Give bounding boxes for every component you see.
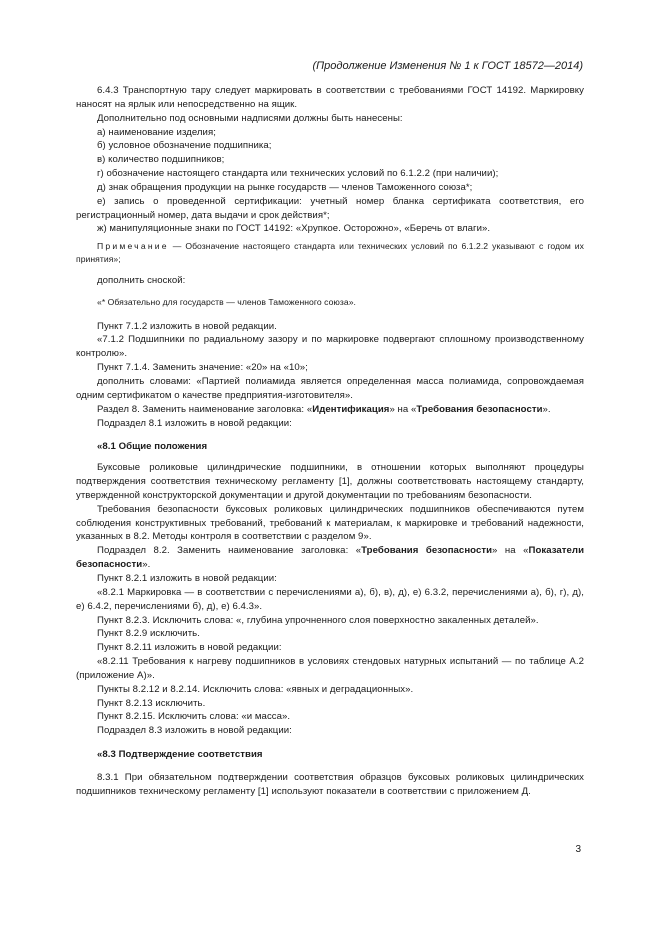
paragraph-8-2-1-instruction: Пункт 8.2.1 изложить в новой редакции:	[97, 572, 277, 584]
note	[76, 240, 584, 265]
paragraph-8-2-11-instruction: Пункт 8.2.11 изложить в новой редакции:	[97, 642, 282, 654]
section-8-new-title: Требования безопасности	[416, 403, 543, 415]
paragraph-8-2-1: «8.2.1 Маркировка — в соответствии с перечислениями а), б), в), д), е) 6.3.2, перечислениями а), б), г), д), е) 6.4.2, перечислениями б), д), е) 6.4.3».	[76, 586, 584, 612]
heading-8-1: «8.1 Общие положения	[97, 441, 208, 453]
paragraph-polyamide: дополнить словами: «Партией полиамида является определенная масса полиамида, сопровождаемая одним сертификатом о качестве предприятия-изготовителя».	[76, 376, 584, 401]
list-item-zh: ж) манипуляционные знаки по ГОСТ 14192: «Хрупкое. Осторожно», «Беречь от влаги».	[97, 223, 491, 235]
paragraph-8-3-instruction: Подраздел 8.3 изложить в новой редакции:	[97, 725, 292, 737]
paragraph-8-1-bearings: Буксовые роликовые цилиндрические подшипники, в отношении которых выполняют процедуры подтверждения соответствия техническому регламенту [1], должны соответствовать настоящему стандарту, утвержденной конструкторской документации и другой документации по требованиям безопасности.	[76, 462, 584, 501]
list-item-e: е) запись о проведенной сертификации: учетный номер бланка сертификата соответствия, его регистрационный номер, дата выдачи и срок действия*;	[76, 195, 584, 221]
paragraph-6-4-3: 6.4.3 Транспортную тару следует маркировать в соответствии с требованиями ГОСТ 14192. Маркировку наносят на ярлык или непосредственно на ящик.	[76, 85, 584, 110]
paragraph-7-1-2: «7.1.2 Подшипники по радиальному зазору и по маркировке подвергают сплошному производственному контролю».	[76, 334, 584, 360]
list-item-a: а) наименование изделия;	[97, 126, 216, 138]
paragraph-8-2-3: Пункт 8.2.3. Исключить слова: «, глубина упрочненного слоя поверхностно закаленных деталей».	[97, 614, 539, 626]
paragraph-7-1-4: Пункт 7.1.4. Заменить значение: «20» на «10»;	[97, 362, 308, 374]
paragraph-8-3-1: 8.3.1 При обязательном подтверждении соответствия образцов буксовых роликовых цилиндрических подшипников техническому регламенту [1] используют показатели в соответствии с приложением Д.	[76, 771, 584, 797]
section-8-2-new-title: Показатели безопасности	[76, 545, 585, 571]
list-item-g: г) обозначение настоящего стандарта или технических условий по 6.1.2.2 (при наличии);	[97, 168, 499, 180]
footnote-text: «* Обязательно для государств — членов Таможенного союза».	[97, 297, 356, 308]
paragraph-8-2-11: «8.2.11 Требования к нагреву подшипников в условиях стендовых натурных испытаний — по таблице А.2 (приложение А)».	[76, 656, 584, 681]
paragraph-8-2-12-14: Пункты 8.2.12 и 8.2.14. Исключить слова: «явных и деградационных».	[97, 683, 414, 695]
paragraph-additional-inscriptions: Дополнительно под основными надписями должны быть нанесены:	[97, 112, 403, 124]
list-item-v: в) количество подшипников;	[97, 154, 225, 166]
paragraph-8-2-13: Пункт 8.2.13 исключить.	[97, 697, 206, 709]
heading-8-3: «8.3 Подтверждение соответствия	[97, 749, 263, 761]
paragraph-add-footnote: дополнить сноской:	[97, 275, 186, 287]
document-body	[76, 84, 584, 799]
paragraph-8-1-safety: Требования безопасности буксовых роликовых цилиндрических подшипников обеспечиваются путем соблюдения конструктивных требований, требований к материалам, к маркировке и требований надежности, указанных в 8.2. Методы контроля в соответствии с разделом 9».	[76, 503, 584, 543]
paragraph-8-1-instruction: Подраздел 8.1 изложить в новой редакции:	[97, 417, 292, 429]
note-text: — Обозначение настоящего стандарта или технических условий по 6.1.2.2 указывают с годом их принятия»;	[76, 241, 584, 264]
paragraph-8-2-9: Пункт 8.2.9 исключить.	[97, 628, 200, 640]
section-8-old-title: Идентификация	[312, 403, 390, 415]
paragraph-7-1-2-instruction: Пункт 7.1.2 изложить в новой редакции.	[97, 320, 277, 332]
paragraph-8-2-15: Пункт 8.2.15. Исключить слова: «и масса».	[97, 711, 291, 723]
paragraph-section-8-rename: Раздел 8. Заменить наименование заголовка: «Идентификация» на «Требования безопасности».	[97, 403, 551, 415]
page-number: 3	[575, 844, 581, 855]
list-item-d: д) знак обращения продукции на рынке государств — членов Таможенного союза*;	[97, 181, 473, 193]
paragraph-8-2-rename: Подраздел 8.2. Заменить наименование заголовка: «Требования безопасности» на «Показатели безопасности».	[76, 545, 585, 571]
running-header: (Продолжение Изменения № 1 к ГОСТ 18572—2014)	[312, 60, 583, 72]
note-label: Примечание	[97, 241, 169, 252]
list-item-b: б) условное обозначение подшипника;	[97, 140, 272, 152]
section-8-2-old-title: Требования безопасности	[361, 545, 493, 557]
